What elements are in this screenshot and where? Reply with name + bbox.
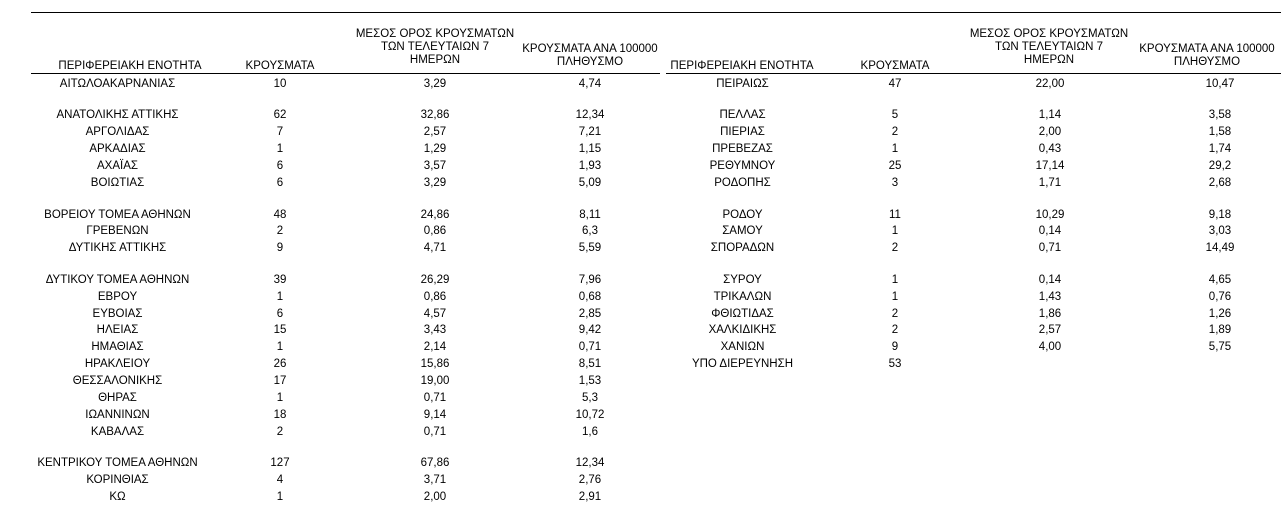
avg7-cell: 1,71 xyxy=(1038,177,1062,190)
region-cell: ΗΡΑΚΛΕΙΟΥ xyxy=(84,358,151,371)
per100k-cell: 12,34 xyxy=(575,457,605,470)
header-region: ΠΕΡΙΦΕΡΕΙΑΚΗ ΕΝΟΤΗΤΑ xyxy=(670,60,814,72)
avg7-cell: 2,00 xyxy=(1038,126,1062,139)
region-cell: ΓΡΕΒΕΝΩΝ xyxy=(86,225,149,238)
cases-cell: 1 xyxy=(276,290,284,303)
avg7-cell: 9,14 xyxy=(423,408,447,421)
per100k-cell: 2,91 xyxy=(578,491,602,504)
per100k-cell: 7,21 xyxy=(578,126,602,139)
region-cell: ΚΩ xyxy=(109,491,126,504)
table-row xyxy=(0,489,640,506)
table-row xyxy=(0,390,640,407)
region-cell: ΗΜΑΘΙΑΣ xyxy=(91,341,144,354)
region-cell: ΚΑΒΑΛΑΣ xyxy=(90,425,145,438)
table-row xyxy=(0,455,640,472)
per100k-cell: 4,65 xyxy=(1208,273,1232,286)
avg7-cell: 0,14 xyxy=(1038,225,1062,238)
cases-cell: 6 xyxy=(276,307,284,320)
region-cell: ΣΥΡΟΥ xyxy=(723,273,762,286)
avg7-cell: 4,57 xyxy=(423,307,447,320)
avg7-cell: 19,00 xyxy=(420,375,450,388)
region-cell: ΠΡΕΒΕΖΑΣ xyxy=(712,143,773,156)
table-row xyxy=(615,240,1255,257)
table-row xyxy=(615,322,1255,339)
table-row xyxy=(0,322,640,339)
header-per100k xyxy=(1122,43,1281,69)
cases-cell: 2 xyxy=(891,324,899,337)
avg7-cell: 3,29 xyxy=(423,177,447,190)
avg7-cell: 26,29 xyxy=(420,273,450,286)
region-cell: ΣΠΟΡΑΔΩΝ xyxy=(710,242,775,255)
per100k-cell: 3,58 xyxy=(1208,109,1232,122)
table-row xyxy=(615,272,1255,289)
cases-cell: 2 xyxy=(891,126,899,139)
region-cell: ΔΥΤΙΚΟΥ ΤΟΜΕΑ ΑΘΗΝΩΝ xyxy=(45,273,190,286)
cases-cell: 1 xyxy=(276,491,284,504)
cases-cell: 39 xyxy=(273,273,287,286)
cases-cell: 26 xyxy=(273,358,287,371)
avg7-cell: 1,29 xyxy=(423,143,447,156)
region-cell: ΑΧΑΪΑΣ xyxy=(97,160,138,173)
per100k-cell: 1,58 xyxy=(1208,126,1232,139)
table-row xyxy=(0,240,640,257)
region-cell: ΙΩΑΝΝΙΝΩΝ xyxy=(85,408,150,421)
table-row xyxy=(615,158,1255,175)
table-row xyxy=(0,306,640,323)
right-rows xyxy=(615,76,1255,373)
cases-cell: 1 xyxy=(891,225,899,238)
region-cell: ΦΘΙΩΤΙΔΑΣ xyxy=(711,307,774,320)
table-row xyxy=(0,424,640,441)
avg7-cell: 3,57 xyxy=(423,160,447,173)
region-cell: ΑΙΤΩΛΟΑΚΑΡΝΑΝΙΑΣ xyxy=(59,78,176,90)
avg7-cell: 22,00 xyxy=(1035,78,1065,90)
header-per100k-line2: ΠΛΗΘΥΣΜΟ xyxy=(1173,56,1241,68)
region-cell: ΘΗΡΑΣ xyxy=(98,392,137,405)
header-avg7-line3: ΗΜΕΡΩΝ xyxy=(1023,54,1075,66)
header-avg7-line1: ΜΕΣΟΣ ΟΡΟΣ ΚΡΟΥΣΜΑΤΩΝ xyxy=(969,28,1129,40)
avg7-cell: 0,71 xyxy=(423,392,447,405)
cases-cell: 6 xyxy=(276,160,284,173)
cases-cell: 1 xyxy=(276,143,284,156)
region-cell: ΑΡΓΟΛΙΔΑΣ xyxy=(85,126,150,139)
region-cell: ΔΥΤΙΚΗΣ ΑΤΤΙΚΗΣ xyxy=(68,242,167,255)
per100k-cell: 0,68 xyxy=(578,290,602,303)
region-cell: ΧΑΛΚΙΔΙΚΗΣ xyxy=(708,324,777,337)
cases-cell: 5 xyxy=(891,109,899,122)
per100k-cell: 0,71 xyxy=(578,341,602,354)
per100k-cell: 2,68 xyxy=(1208,177,1232,190)
region-cell: ΕΥΒΟΙΑΣ xyxy=(92,307,143,320)
region-cell: ΘΕΣΣΑΛΟΝΙΚΗΣ xyxy=(72,375,163,388)
table-row xyxy=(0,272,640,289)
per100k-cell: 8,11 xyxy=(579,208,601,221)
cases-cell: 18 xyxy=(273,408,287,421)
avg7-cell: 0,86 xyxy=(423,225,447,238)
cases-cell: 1 xyxy=(276,341,284,354)
cases-cell: 1 xyxy=(276,392,284,405)
region-cell: ΕΒΡΟΥ xyxy=(97,290,138,303)
cases-cell: 2 xyxy=(276,225,284,238)
avg7-cell: 67,86 xyxy=(420,457,450,470)
cases-cell: 47 xyxy=(888,78,902,90)
table-row xyxy=(0,407,640,424)
region-cell: ΗΛΕΙΑΣ xyxy=(96,324,139,337)
table-row xyxy=(0,289,640,306)
cases-cell: 10 xyxy=(273,78,287,90)
per100k-cell: 3,03 xyxy=(1208,225,1232,238)
per100k-cell: 10,47 xyxy=(1205,78,1235,90)
header-rule xyxy=(666,73,1281,74)
per100k-cell: 9,18 xyxy=(1208,208,1232,221)
left-rows xyxy=(0,76,640,506)
region-cell: ΥΠΟ ΔΙΕΡΕΥΝΗΣΗ xyxy=(691,358,794,371)
table-row xyxy=(0,373,640,390)
header-per100k-line1: ΚΡΟΥΣΜΑΤΑ ΑΝΑ 100000 xyxy=(1139,43,1275,55)
per100k-cell: 14,49 xyxy=(1205,242,1235,255)
table-row xyxy=(615,306,1255,323)
header-avg7-line2: ΤΩΝ ΤΕΛΕΥΤΑΙΩΝ 7 xyxy=(995,41,1103,53)
table-row xyxy=(0,223,640,240)
avg7-cell: 32,86 xyxy=(420,109,450,122)
per100k-cell: 0,76 xyxy=(1208,290,1232,303)
cases-cell: 62 xyxy=(273,109,287,122)
per100k-cell: 6,3 xyxy=(582,225,598,238)
table-row xyxy=(0,107,640,124)
avg7-cell: 17,14 xyxy=(1035,160,1065,173)
per100k-cell: 1,89 xyxy=(1208,324,1232,337)
cases-cell: 2 xyxy=(891,307,899,320)
per100k-cell: 2,76 xyxy=(578,474,602,487)
header-avg7-line1: ΜΕΣΟΣ ΟΡΟΣ ΚΡΟΥΣΜΑΤΩΝ xyxy=(355,28,515,40)
region-cell: ΧΑΝΙΩΝ xyxy=(720,341,765,354)
cases-cell: 6 xyxy=(276,177,284,190)
table-row xyxy=(0,124,640,141)
avg7-cell: 1,14 xyxy=(1038,109,1062,122)
per100k-cell: 2,85 xyxy=(578,307,602,320)
per100k-cell: 5,09 xyxy=(578,177,602,190)
cases-cell: 53 xyxy=(888,358,902,371)
per100k-cell: 1,93 xyxy=(578,160,602,173)
avg7-cell: 0,71 xyxy=(423,425,447,438)
table-row xyxy=(615,356,1255,373)
cases-cell: 2 xyxy=(891,242,899,255)
avg7-cell: 2,00 xyxy=(423,491,447,504)
cases-cell: 11 xyxy=(889,208,901,221)
table-row xyxy=(0,175,640,192)
region-cell: ΡΕΘΥΜΝΟΥ xyxy=(709,160,776,173)
region-cell: ΤΡΙΚΑΛΩΝ xyxy=(713,290,772,303)
avg7-cell: 4,71 xyxy=(423,242,447,255)
avg7-cell: 0,71 xyxy=(1038,242,1062,255)
per100k-cell: 12,34 xyxy=(575,109,605,122)
per100k-cell: 4,74 xyxy=(578,78,602,90)
per100k-cell: 7,96 xyxy=(578,273,602,286)
table-row xyxy=(0,76,640,93)
table-row xyxy=(615,339,1255,356)
per100k-cell: 1,74 xyxy=(1208,143,1232,156)
region-cell: ΚΟΡΙΝΘΙΑΣ xyxy=(86,474,149,487)
avg7-cell: 24,86 xyxy=(420,208,450,221)
region-cell: ΒΟΙΩΤΙΑΣ xyxy=(90,177,145,190)
cases-cell: 1 xyxy=(891,290,899,303)
per100k-cell: 10,72 xyxy=(575,408,605,421)
table-row xyxy=(0,339,640,356)
avg7-cell: 4,00 xyxy=(1038,341,1062,354)
region-cell: ΣΑΜΟΥ xyxy=(722,225,763,238)
avg7-cell: 3,43 xyxy=(423,324,447,337)
per100k-cell: 5,59 xyxy=(578,242,602,255)
region-cell: ΠΕΛΛΑΣ xyxy=(719,109,766,122)
region-cell: ΚΕΝΤΡΙΚΟΥ ΤΟΜΕΑ ΑΘΗΝΩΝ xyxy=(37,457,198,470)
region-cell: ΡΟΔΟΠΗΣ xyxy=(714,177,771,190)
region-cell: ΑΡΚΑΔΙΑΣ xyxy=(89,143,146,156)
table-row xyxy=(0,158,640,175)
table-row xyxy=(615,223,1255,240)
cases-cell: 7 xyxy=(276,126,284,139)
avg7-cell: 2,14 xyxy=(423,341,447,354)
per100k-cell: 1,6 xyxy=(582,425,598,438)
header-avg7 xyxy=(969,28,1129,67)
cases-cell: 127 xyxy=(270,457,290,470)
header-cases: ΚΡΟΥΣΜΑΤΑ xyxy=(245,60,315,72)
header-cases: ΚΡΟΥΣΜΑΤΑ xyxy=(860,60,930,72)
per100k-cell: 5,3 xyxy=(582,392,598,405)
header-avg7-line3: ΗΜΕΡΩΝ xyxy=(409,54,461,66)
cases-cell: 17 xyxy=(273,375,287,388)
avg7-cell: 0,86 xyxy=(423,290,447,303)
cases-cell: 9 xyxy=(276,242,284,255)
per100k-cell: 9,42 xyxy=(578,324,602,337)
header-per100k-line2: ΠΛΗΘΥΣΜΟ xyxy=(556,56,624,68)
cases-cell: 3 xyxy=(891,177,899,190)
cases-cell: 25 xyxy=(888,160,902,173)
cases-cell: 1 xyxy=(891,273,899,286)
cases-cell: 9 xyxy=(891,341,899,354)
region-cell: ΒΟΡΕΙΟΥ ΤΟΜΕΑ ΑΘΗΝΩΝ xyxy=(44,208,191,221)
avg7-cell: 2,57 xyxy=(1038,324,1062,337)
header-avg7-line2: ΤΩΝ ΤΕΛΕΥΤΑΙΩΝ 7 xyxy=(381,41,489,53)
avg7-cell: 2,57 xyxy=(423,126,447,139)
region-cell: ΡΟΔΟΥ xyxy=(722,208,763,221)
avg7-cell: 1,43 xyxy=(1038,290,1062,303)
table-row xyxy=(615,289,1255,306)
avg7-cell: 10,29 xyxy=(1035,208,1065,221)
cases-cell: 1 xyxy=(891,143,899,156)
table-row xyxy=(615,141,1255,158)
per100k-cell: 1,26 xyxy=(1208,307,1232,320)
table-row xyxy=(615,124,1255,141)
avg7-cell: 0,43 xyxy=(1038,143,1062,156)
header-rule xyxy=(31,73,660,74)
cases-cell: 48 xyxy=(273,208,287,221)
table-row xyxy=(0,141,640,158)
avg7-cell: 3,71 xyxy=(423,474,447,487)
table-row xyxy=(0,356,640,373)
region-cell: ΑΝΑΤΟΛΙΚΗΣ ΑΤΤΙΚΗΣ xyxy=(56,109,179,122)
avg7-cell: 0,14 xyxy=(1038,273,1062,286)
avg7-cell: 15,86 xyxy=(420,358,450,371)
per100k-cell: 8,51 xyxy=(578,358,602,371)
right-table xyxy=(615,0,1275,504)
table-row xyxy=(0,207,640,224)
cases-cell: 2 xyxy=(276,425,284,438)
header-per100k-line1: ΚΡΟΥΣΜΑΤΑ ΑΝΑ 100000 xyxy=(522,43,658,55)
table-row xyxy=(615,76,1255,93)
table-row xyxy=(615,175,1255,192)
avg7-cell: 3,29 xyxy=(423,78,447,90)
header-avg7 xyxy=(355,28,515,67)
per100k-cell: 5,75 xyxy=(1208,341,1232,354)
cases-cell: 15 xyxy=(273,324,287,337)
table-row xyxy=(0,472,640,489)
per100k-cell: 1,15 xyxy=(578,143,602,156)
header-region: ΠΕΡΙΦΕΡΕΙΑΚΗ ΕΝΟΤΗΤΑ xyxy=(58,60,202,72)
table-row xyxy=(615,107,1255,124)
per100k-cell: 1,53 xyxy=(578,375,602,388)
cases-cell: 4 xyxy=(276,474,284,487)
region-cell: ΠΙΕΡΙΑΣ xyxy=(720,126,765,139)
table-row xyxy=(615,207,1255,224)
region-cell: ΠΕΙΡΑΙΩΣ xyxy=(716,78,769,90)
avg7-cell: 1,86 xyxy=(1038,307,1062,320)
per100k-cell: 29,2 xyxy=(1208,160,1232,173)
